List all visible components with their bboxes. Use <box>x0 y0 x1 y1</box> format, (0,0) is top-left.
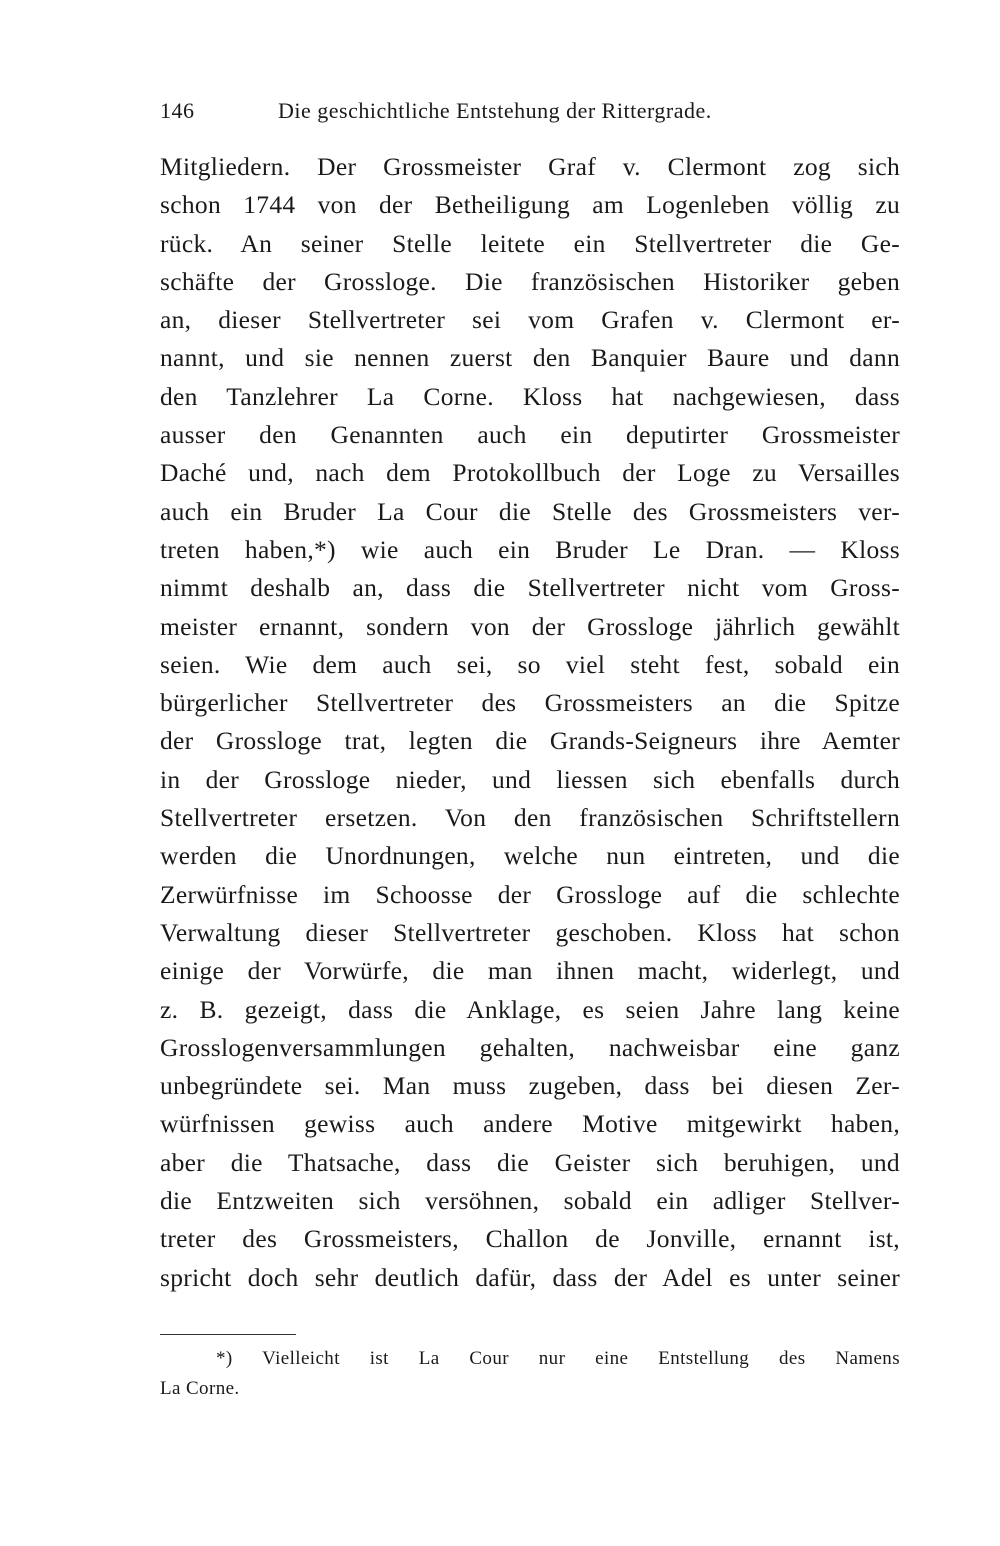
text-line: rück. An seiner Stelle leitete ein Stellvertreter die Ge- <box>160 228 900 258</box>
text-line: spricht doch sehr deutlich dafür, dass der Adel es unter seiner <box>160 1262 900 1292</box>
text-line: bürgerlicher Stellvertreter des Grossmeisters an die Spitze <box>160 688 900 718</box>
text-line: Mitgliedern. Der Grossmeister Graf v. Clermont zog sich <box>160 152 900 181</box>
text-line: aber die Thatsache, dass die Geister sich beruhigen, und <box>160 1147 900 1177</box>
text-line: den Tanzlehrer La Corne. Kloss hat nachgewiesen, dass <box>160 381 900 411</box>
text-line: Zerwürfnisse im Schoosse der Grossloge auf die schlechte <box>160 879 900 909</box>
text-line: schäfte der Grossloge. Die französischen Historiker geben <box>160 266 900 296</box>
running-head <box>160 98 900 132</box>
text-line: nannt, und sie nennen zuerst den Banquier Baure und dann <box>160 343 900 373</box>
footnote <box>160 1344 900 1404</box>
text-line: Grosslogenversammlungen gehalten, nachweisbar eine ganz <box>160 1032 900 1062</box>
body-text <box>160 148 900 1297</box>
footnote-rule <box>160 1334 296 1335</box>
text-line: an, dieser Stellvertreter sei vom Grafen v. Clermont er- <box>160 305 900 335</box>
text-line: auch ein Bruder La Cour die Stelle des Grossmeisters ver- <box>160 496 900 526</box>
text-line: meister ernannt, sondern von der Grossloge jährlich gewählt <box>160 611 900 641</box>
text-line: treter des Grossmeisters, Challon de Jonville, ernannt ist, <box>160 1224 900 1254</box>
text-line: Verwaltung dieser Stellvertreter geschoben. Kloss hat schon <box>160 917 900 947</box>
text-line: einige der Vorwürfe, die man ihnen macht, widerlegt, und <box>160 956 900 986</box>
text-line: treten haben,*) wie auch ein Bruder Le Dran. — Kloss <box>160 534 900 564</box>
text-line: seien. Wie dem auch sei, so viel steht fest, sobald ein <box>160 649 900 679</box>
text-line: ausser den Genannten auch ein deputirter Grossmeister <box>160 420 900 450</box>
page-number: 146 <box>160 98 195 123</box>
footnote-line: *) Vielleicht ist La Cour nur eine Entstellung des Namens <box>216 1348 900 1369</box>
text-line: die Entzweiten sich versöhnen, sobald ein adliger Stellver- <box>160 1186 900 1216</box>
footnote-line: La Corne. <box>160 1378 240 1399</box>
text-line: würfnissen gewiss auch andere Motive mitgewirkt haben, <box>160 1109 900 1139</box>
text-line: der Grossloge trat, legten die Grands-Seigneurs ihre Aemter <box>160 726 900 756</box>
text-line: werden die Unordnungen, welche nun eintreten, und die <box>160 841 900 871</box>
text-line: Daché und, nach dem Protokollbuch der Loge zu Versailles <box>160 458 900 488</box>
text-line: z. B. gezeigt, dass die Anklage, es seien Jahre lang keine <box>160 994 900 1024</box>
running-title: Die geschichtliche Entstehung der Rittergrade. <box>278 98 712 123</box>
text-line: schon 1744 von der Betheiligung am Logenleben völlig zu <box>160 190 900 220</box>
text-line: nimmt deshalb an, dass die Stellvertreter nicht vom Gross- <box>160 573 900 603</box>
text-line: unbegründete sei. Man muss zugeben, dass bei diesen Zer- <box>160 1071 900 1101</box>
text-line: in der Grossloge nieder, und liessen sich ebenfalls durch <box>160 764 900 794</box>
text-line: Stellvertreter ersetzen. Von den französischen Schriftstellern <box>160 803 900 833</box>
